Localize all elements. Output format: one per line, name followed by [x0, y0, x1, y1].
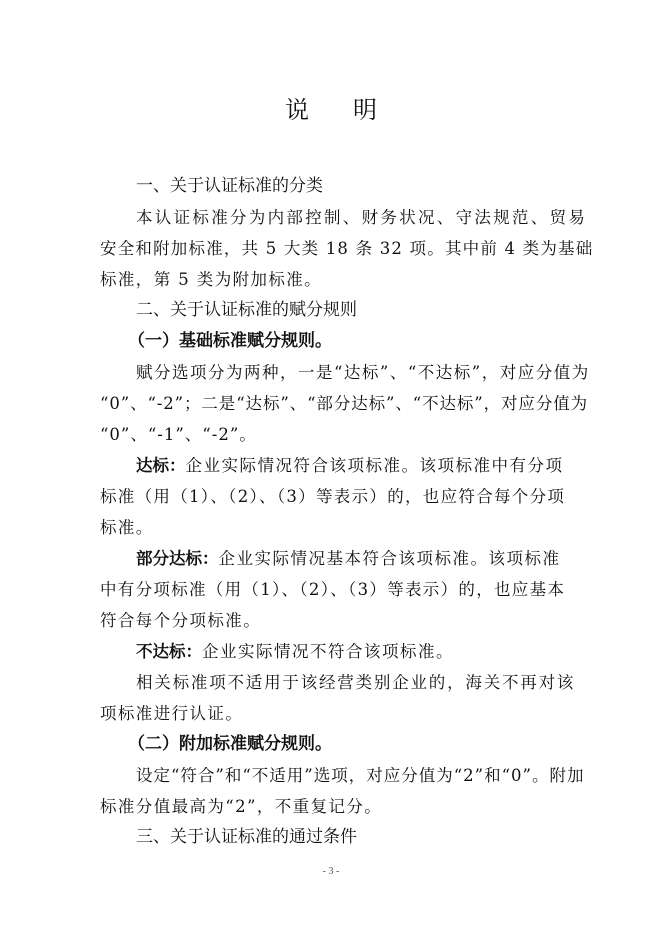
section-heading-pass-conditions: 三、关于认证标准的通过条件 [136, 827, 357, 847]
paragraph-line [100, 450, 563, 481]
paragraph-line: 标准。 [100, 518, 154, 537]
paragraph-line: 符合每个分项标准。 [100, 611, 262, 630]
definition-text: 企业实际情况基本符合该项标准。该项标准 [218, 549, 561, 568]
paragraph-line: 相关标准项不适用于该经营类别企业的，海关不再对该 [136, 673, 576, 692]
paragraph-line: 本认证标准分为内部控制、财务状况、守法规范、贸易 [136, 208, 588, 227]
page-number: - 3 - [322, 866, 340, 877]
definition-text: 企业实际情况不符合该项标准。 [202, 642, 454, 661]
paragraph-line: 标准（用（1）、（2）、（3）等表示）的，也应符合每个分项 [100, 487, 566, 506]
term-pass: 达标： [136, 456, 186, 475]
paragraph-line: “0”、“-2”；二是“达标”、“部分达标”、“不达标”，对应分值为 [100, 394, 589, 413]
term-fail: 不达标： [136, 642, 202, 661]
paragraph-line: 项标准进行认证。 [100, 704, 244, 723]
paragraph-line: “0”、“-1”、“-2”。 [100, 425, 257, 444]
definition-text: 企业实际情况符合该项标准。该项标准中有分项 [185, 456, 564, 475]
section-heading-classification: 一、关于认证标准的分类 [136, 176, 323, 196]
paragraph-line: 赋分选项分为两种，一是“达标”、“不达标”，对应分值为 [136, 363, 590, 382]
paragraph-line: 标准分值最高为“2”，不重复记分。 [100, 797, 383, 816]
paragraph-definition-pass [100, 450, 566, 543]
paragraph-line: 标准，第 5 类为附加标准。 [100, 270, 323, 289]
paragraph-line: 安全和附加标准，共 5 大类 18 条 32 项。其中前 4 类为基础 [100, 239, 594, 258]
paragraph-line: 设定“符合”和“不适用”选项，对应分值为“2”和“0”。附加 [136, 766, 585, 785]
paragraph-line [100, 636, 563, 667]
paragraph-additional-scoring [100, 760, 585, 822]
page-title: 说明 [285, 96, 421, 124]
subsection-heading-additional-scoring: （二）附加标准赋分规则。 [128, 734, 332, 754]
paragraph-classification [100, 202, 594, 295]
paragraph-scoring-options [100, 357, 590, 450]
section-heading-scoring-rules: 二、关于认证标准的赋分规则 [136, 300, 357, 320]
paragraph-definition-fail [100, 636, 563, 667]
document-body [100, 171, 594, 853]
paragraph-not-applicable [100, 667, 576, 729]
term-partial-pass: 部分达标： [136, 549, 219, 568]
paragraph-line [100, 543, 563, 574]
paragraph-definition-partial [100, 543, 566, 636]
paragraph-line: 中有分项标准（用（1）、（2）、（3）等表示）的，也应基本 [100, 580, 566, 599]
subsection-heading-basic-scoring: （一）基础标准赋分规则。 [128, 331, 332, 351]
